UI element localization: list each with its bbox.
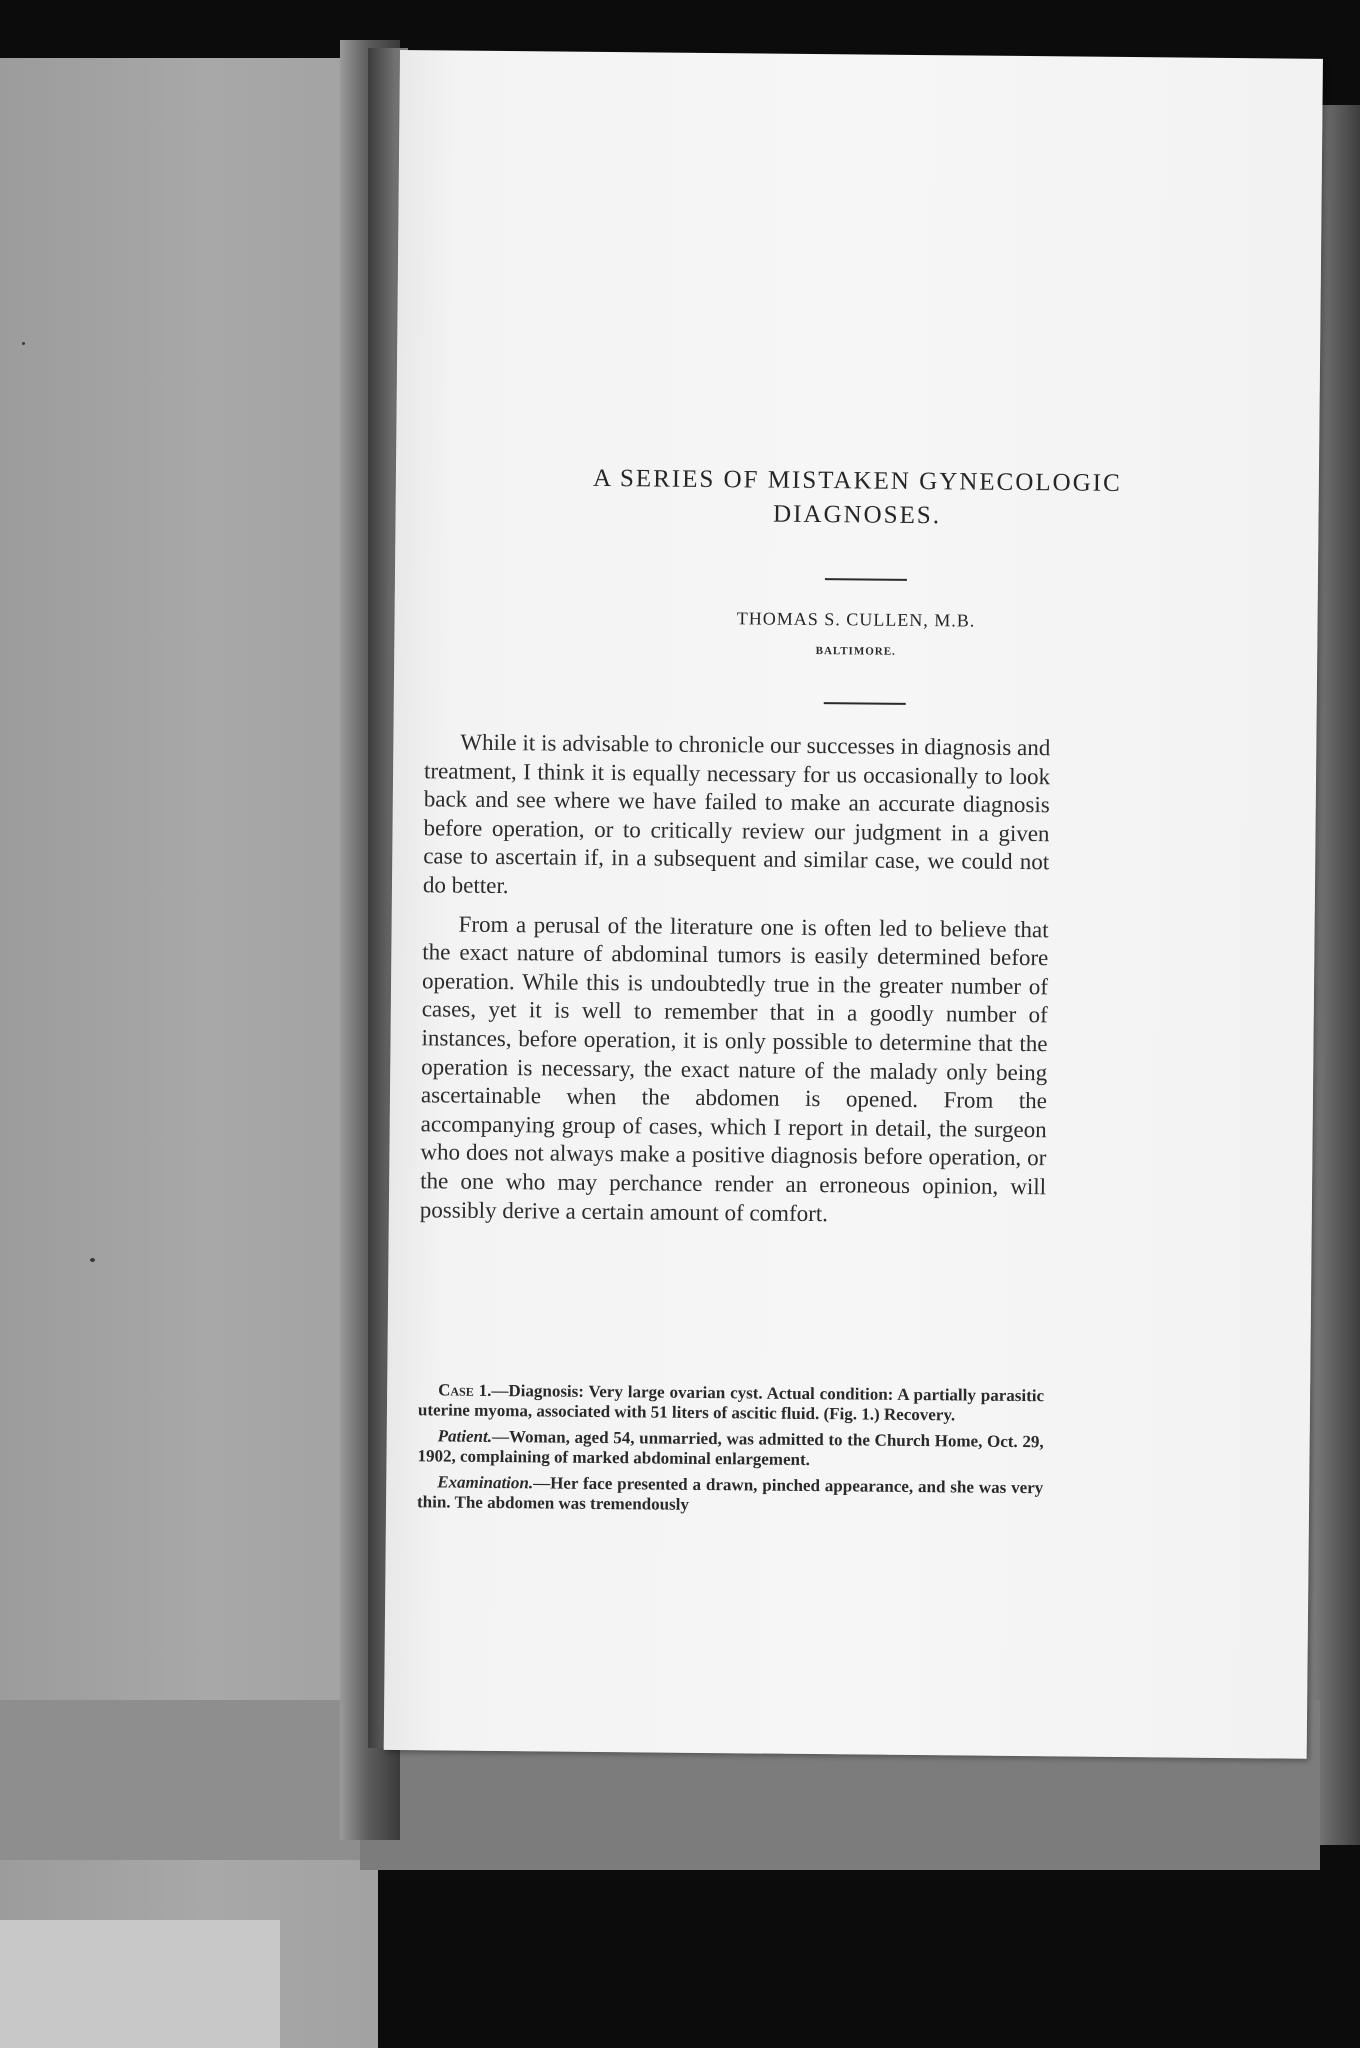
case-report	[417, 1380, 1044, 1524]
title-line-1: A SERIES OF MISTAKEN GYNECOLOGIC	[592, 464, 1122, 497]
document-page	[384, 50, 1323, 1759]
left-cover-lower-band	[0, 1700, 360, 1860]
article-body	[420, 728, 1051, 1240]
examination-paragraph	[417, 1472, 1043, 1518]
title-rule	[825, 578, 907, 581]
article-title	[395, 460, 1319, 537]
dust-speck	[90, 1258, 95, 1262]
title-line-2: DIAGNOSES.	[772, 500, 942, 530]
examination-text: —Her face presented a drawn, pinched appearance, and she was very thin. The abdomen was tremendously	[416, 1473, 1044, 1514]
examination-label: Examination.	[437, 1472, 534, 1493]
left-cover-bottom-corner	[0, 1920, 280, 2048]
page-text	[400, 50, 1323, 1514]
patient-text: —Woman, aged 54, unmarried, was admitted to the Church Home, Oct. 29, 1902, complaining of marked abdominal enlargement.	[417, 1426, 1044, 1469]
case-summary-text: —Diagnosis: Very large ovarian cyst. Actual condition: A partially parasitic uterine myoma, associated with 51 liters of ascitic fluid. (Fig. 1.) Recovery.	[417, 1380, 1045, 1425]
case-label: Case 1.	[438, 1380, 492, 1400]
body-paragraph: From a perusal of the literature one is often led to believe that the exact nature of abdominal tumors is easily determined before operation. While this is undoubtedly true in the greater number of cases, yet it is well to remember that in a goodly number of instances, before operation, it is only possible to determine that the operation is necessary, the exact nature of the malady only being ascertainable when the abdomen is opened. From the accompanying group of cases, which I report in detail, the surgeon who does not always make a positive diagnosis before operation, or the one who may perchance render an erroneous opinion, will possibly derive a certain amount of comfort.	[419, 911, 1049, 1226]
patient-paragraph	[417, 1426, 1043, 1472]
body-paragraph: While it is advisable to chronicle our successes in diagnosis and treatment, I think it is equally necessary for us occasionally to look back and see where we have failed to make an accurate diagnosis before operation, or to critically review our judgment in a given case to ascertain if, in a subsequent and similar case, we could not do better.	[422, 729, 1051, 899]
patient-label: Patient.	[437, 1426, 493, 1446]
author-location: BALTIMORE.	[815, 645, 896, 658]
byline-rule	[824, 702, 906, 705]
dust-speck	[22, 342, 25, 345]
author-name: THOMAS S. CULLEN, M.B.	[736, 608, 976, 631]
case-summary	[418, 1380, 1044, 1426]
